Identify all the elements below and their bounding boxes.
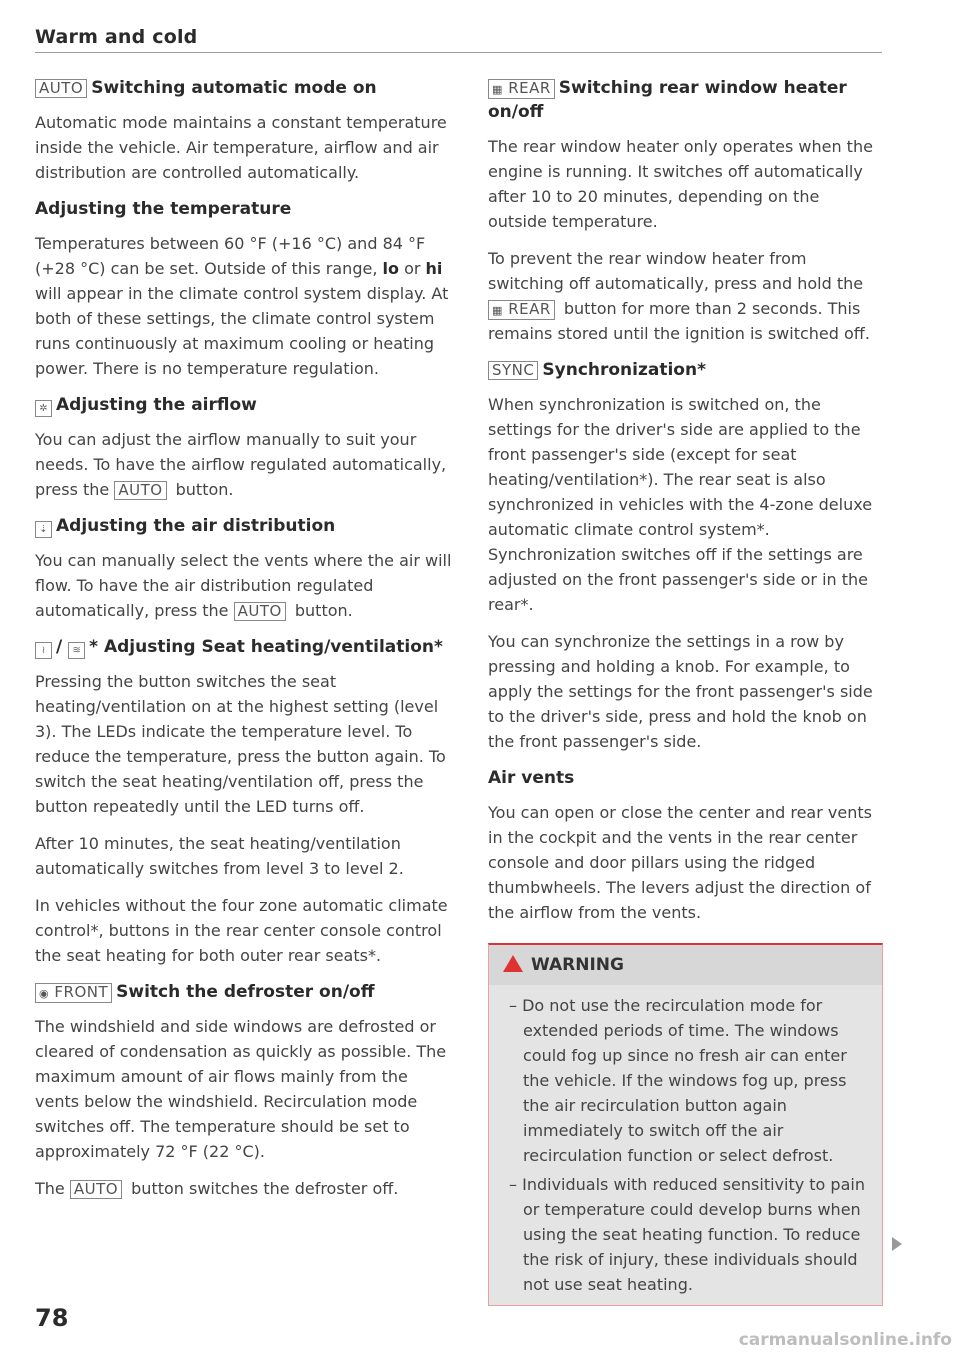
auto-button-label: AUTO <box>70 1180 122 1199</box>
seat-heating-heading: ≀ / ≋ * Adjusting Seat heating/ventilation* <box>35 635 453 659</box>
sync-button-label: SYNC <box>488 361 538 380</box>
auto-mode-text: Automatic mode maintains a constant temperature inside the vehicle. Air temperature, airflow and air distribution are controlled automatically. <box>35 113 447 182</box>
seat-heating-text-3: In vehicles without the four zone automatic climate control*, buttons in the rear center console control the seat heating for both outer rear seats*. <box>35 896 448 965</box>
temperature-heading: Adjusting the temperature <box>35 199 292 219</box>
header-rule <box>35 52 882 53</box>
air-vents-heading: Air vents <box>488 768 575 788</box>
seat-heating-icon: ≀ <box>35 642 52 659</box>
sync-heading: SYNC Synchronization* <box>488 358 883 382</box>
rear-heater-text-2: To prevent the rear window heater from switching off automatically, press and hold the ▦ REAR button for more than 2 seconds. This remains stored until the ignition is switched off. <box>488 249 870 343</box>
airflow-text: You can adjust the airflow manually to suit your needs. To have the airflow regulated automatically, press the AUTO button. <box>35 430 447 499</box>
right-column <box>488 76 883 1306</box>
rear-window-heater-icon: ▦ <box>492 83 503 96</box>
air-distribution-icon: ⇣ <box>35 521 52 538</box>
rear-button-label: ▦ REAR <box>488 300 555 320</box>
airflow-heading: ✲ Adjusting the airflow <box>35 393 453 417</box>
front-button-label: ◉ FRONT <box>35 983 112 1003</box>
auto-mode-heading: AUTO Switching automatic mode on <box>35 76 453 100</box>
sync-text-2: You can synchronize the settings in a row by pressing and holding a knob. For example, to apply the settings for the front passenger's side to the driver's side, press and hold the knob on the front passenger's side. <box>488 632 873 751</box>
auto-button-label: AUTO <box>114 481 166 500</box>
seat-heating-text-1: Pressing the button switches the seat heating/ventilation on at the highest setting (level 3). The LEDs indicate the temperature level. To reduce the temperature, press the button again. To switch the seat heating/ventilation off, press the button repeatedly until the LED turns off. <box>35 672 446 816</box>
air-distribution-text: You can manually select the vents where the air will flow. To have the air distribution regulated automatically, press the AUTO button. <box>35 551 452 620</box>
rear-button-label: ▦ REAR <box>488 79 555 99</box>
page-number: 78 <box>35 1304 69 1332</box>
lo-label: lo <box>382 259 399 278</box>
auto-button-label: AUTO <box>35 79 87 98</box>
warning-body <box>489 985 882 1305</box>
seat-heating-text-2: After 10 minutes, the seat heating/ventilation automatically switches from level 3 to level 2. <box>35 834 404 878</box>
auto-button-label: AUTO <box>234 602 286 621</box>
warning-item: – Individuals with reduced sensitivity to pain or temperature could develop burns when using the seat heating function. To reduce the risk of injury, these individuals should not use seat heating. <box>503 1172 868 1297</box>
left-column <box>35 76 453 1213</box>
defroster-heading: ◉ FRONT Switch the defroster on/off <box>35 980 453 1004</box>
warning-triangle-icon <box>503 955 523 972</box>
air-distribution-heading: ⇣ Adjusting the air distribution <box>35 514 453 538</box>
rear-heater-text-1: The rear window heater only operates when the engine is running. It switches off automatically after 10 to 20 minutes, depending on the outside temperature. <box>488 137 873 231</box>
continue-arrow-icon <box>892 1237 902 1251</box>
hi-label: hi <box>425 259 443 278</box>
watermark: carmanualsonline.info <box>738 1330 952 1350</box>
defroster-off-text: The AUTO button switches the defroster off. <box>35 1179 399 1198</box>
defroster-icon: ◉ <box>39 987 50 1000</box>
warning-item: – Do not use the recirculation mode for extended periods of time. The windows could fog up since no fresh air can enter the vehicle. If the windows fog up, press the air recirculation button again immediately to switch off the air recirculation function or select defrost. <box>503 993 868 1168</box>
sync-text-1: When synchronization is switched on, the settings for the driver's side are applied to the front passenger's side (except for seat heating/ventilation*). The rear seat is also synchronized in vehicles with the 4-zone deluxe automatic climate control system*. Synchronization switches off if the settings are adjusted on the front passenger's side or in the rear*. <box>488 395 873 614</box>
seat-ventilation-icon: ≋ <box>68 642 85 659</box>
warning-header: WARNING <box>489 945 882 985</box>
fan-icon: ✲ <box>35 400 52 417</box>
warning-box <box>488 943 883 1306</box>
temperature-text: Temperatures between 60 °F (+16 °C) and 84 °F (+28 °C) can be set. Outside of this range, lo or hi will appear in the climate control system display. At both of these settings, the climate control system runs continuously at maximum cooling or heating power. There is no temperature regulation. <box>35 234 449 378</box>
rear-heater-heading: ▦ REAR Switching rear window heater on/off <box>488 78 847 122</box>
air-vents-text: You can open or close the center and rear vents in the cockpit and the vents in the rear center console and door pillars using the ridged thumbwheels. The levers adjust the direction of the airflow from the vents. <box>488 803 872 922</box>
section-header: Warm and cold <box>35 26 198 48</box>
defroster-text: The windshield and side windows are defrosted or cleared of condensation as quickly as possible. The maximum amount of air flows mainly from the vents below the windshield. Recirculation mode switches off. The temperature should be set to approximately 72 °F (22 °C). <box>35 1017 447 1161</box>
